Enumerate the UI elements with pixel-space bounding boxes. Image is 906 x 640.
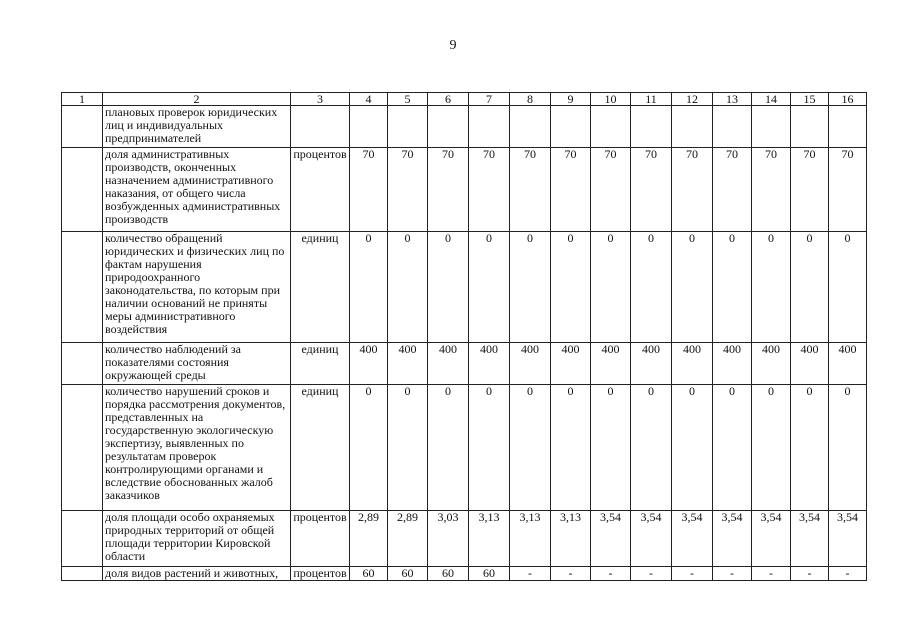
- value-cell: [510, 106, 551, 148]
- value-cell: -: [591, 567, 631, 581]
- value-cell: -: [631, 567, 672, 581]
- value-cell: 70: [469, 148, 510, 232]
- value-cell: 70: [672, 148, 713, 232]
- header-cell: 4: [350, 93, 388, 106]
- value-cell: 60: [388, 567, 428, 581]
- value-cell: 70: [388, 148, 428, 232]
- value-cell: -: [713, 567, 752, 581]
- value-cell: 3,54: [752, 511, 791, 567]
- indicator-name-cell: количество наблюдений за показателями состояния окружающей среды: [103, 343, 291, 385]
- value-cell: 3,54: [829, 511, 867, 567]
- value-cell: 2,89: [388, 511, 428, 567]
- value-cell: 400: [672, 343, 713, 385]
- value-cell: 0: [672, 385, 713, 511]
- value-cell: 3,13: [510, 511, 551, 567]
- header-cell: 2: [103, 93, 291, 106]
- unit-cell: единиц: [291, 343, 350, 385]
- value-cell: 0: [428, 385, 469, 511]
- value-cell: 400: [469, 343, 510, 385]
- number-cell: [62, 385, 103, 511]
- page-number: 9: [449, 38, 457, 53]
- value-cell: [791, 106, 829, 148]
- value-cell: 0: [672, 232, 713, 343]
- table-row: [62, 567, 867, 581]
- value-cell: 3,54: [591, 511, 631, 567]
- table-header-row: [62, 93, 867, 106]
- table-row: [62, 232, 867, 343]
- header-cell: 3: [291, 93, 350, 106]
- value-cell: 0: [591, 385, 631, 511]
- value-cell: 0: [510, 232, 551, 343]
- header-cell: 11: [631, 93, 672, 106]
- header-cell: 10: [591, 93, 631, 106]
- value-cell: -: [752, 567, 791, 581]
- value-cell: 400: [551, 343, 591, 385]
- value-cell: 0: [551, 232, 591, 343]
- value-cell: 0: [350, 232, 388, 343]
- value-cell: [631, 106, 672, 148]
- value-cell: 70: [510, 148, 551, 232]
- value-cell: 70: [631, 148, 672, 232]
- unit-cell: [291, 106, 350, 148]
- value-cell: [551, 106, 591, 148]
- unit-cell: процентов: [291, 148, 350, 232]
- header-cell: 16: [829, 93, 867, 106]
- number-cell: [62, 106, 103, 148]
- number-cell: [62, 148, 103, 232]
- header-cell: 1: [62, 93, 103, 106]
- indicator-name-cell: доля площади особо охраняемых природных территорий от общей площади территории Кировской области: [103, 511, 291, 567]
- value-cell: 400: [510, 343, 551, 385]
- value-cell: -: [791, 567, 829, 581]
- value-cell: 0: [350, 385, 388, 511]
- header-cell: 15: [791, 93, 829, 106]
- value-cell: 0: [591, 232, 631, 343]
- value-cell: [829, 106, 867, 148]
- value-cell: 400: [631, 343, 672, 385]
- number-cell: [62, 567, 103, 581]
- value-cell: 400: [591, 343, 631, 385]
- value-cell: 0: [469, 385, 510, 511]
- table-row: [62, 385, 867, 511]
- unit-cell: процентов: [291, 511, 350, 567]
- number-cell: [62, 343, 103, 385]
- value-cell: 0: [829, 385, 867, 511]
- header-cell: 6: [428, 93, 469, 106]
- value-cell: -: [551, 567, 591, 581]
- value-cell: 3,03: [428, 511, 469, 567]
- value-cell: 0: [631, 232, 672, 343]
- value-cell: 3,54: [672, 511, 713, 567]
- value-cell: 0: [829, 232, 867, 343]
- value-cell: 70: [551, 148, 591, 232]
- value-cell: 3,13: [551, 511, 591, 567]
- indicator-name-cell: доля видов растений и животных,: [103, 567, 291, 581]
- value-cell: 400: [388, 343, 428, 385]
- value-cell: 400: [829, 343, 867, 385]
- value-cell: 0: [551, 385, 591, 511]
- header-cell: 12: [672, 93, 713, 106]
- value-cell: 60: [428, 567, 469, 581]
- value-cell: 70: [713, 148, 752, 232]
- value-cell: 70: [791, 148, 829, 232]
- table-row: [62, 343, 867, 385]
- value-cell: 70: [752, 148, 791, 232]
- value-cell: 60: [469, 567, 510, 581]
- value-cell: 3,54: [713, 511, 752, 567]
- value-cell: -: [829, 567, 867, 581]
- header-cell: 9: [551, 93, 591, 106]
- unit-cell: единиц: [291, 385, 350, 511]
- header-cell: 7: [469, 93, 510, 106]
- value-cell: 3,13: [469, 511, 510, 567]
- value-cell: 0: [469, 232, 510, 343]
- value-cell: 0: [752, 385, 791, 511]
- unit-cell: единиц: [291, 232, 350, 343]
- unit-cell: процентов: [291, 567, 350, 581]
- header-cell: 8: [510, 93, 551, 106]
- indicator-name-cell: количество нарушений сроков и порядка рассмотрения документов, представленных на государственную экологическую экспертизу, выявленных по результатам проверок контролирующими органами и вследствие обоснованных жалоб заказчиков: [103, 385, 291, 511]
- value-cell: 60: [350, 567, 388, 581]
- value-cell: 400: [428, 343, 469, 385]
- value-cell: 0: [752, 232, 791, 343]
- value-cell: [713, 106, 752, 148]
- header-cell: 5: [388, 93, 428, 106]
- number-cell: [62, 511, 103, 567]
- value-cell: 400: [713, 343, 752, 385]
- table-row: [62, 148, 867, 232]
- table-row: [62, 106, 867, 148]
- value-cell: 3,54: [791, 511, 829, 567]
- value-cell: 400: [791, 343, 829, 385]
- value-cell: [350, 106, 388, 148]
- value-cell: [591, 106, 631, 148]
- value-cell: [469, 106, 510, 148]
- value-cell: 400: [350, 343, 388, 385]
- indicators-table: [61, 92, 867, 581]
- value-cell: 70: [591, 148, 631, 232]
- value-cell: -: [672, 567, 713, 581]
- table-row: [62, 511, 867, 567]
- indicator-name-cell: плановых проверок юридических лиц и индивидуальных предпринимателей: [103, 106, 291, 148]
- indicator-name-cell: количество обращений юридических и физических лиц по фактам нарушения природоохранного законодательства, по которым при наличии оснований не приняты меры административного воздействия: [103, 232, 291, 343]
- value-cell: -: [510, 567, 551, 581]
- value-cell: [428, 106, 469, 148]
- value-cell: 70: [350, 148, 388, 232]
- value-cell: 0: [510, 385, 551, 511]
- value-cell: 0: [388, 232, 428, 343]
- value-cell: 0: [631, 385, 672, 511]
- value-cell: 0: [428, 232, 469, 343]
- value-cell: 0: [713, 232, 752, 343]
- value-cell: 0: [388, 385, 428, 511]
- header-cell: 14: [752, 93, 791, 106]
- value-cell: [388, 106, 428, 148]
- indicator-name-cell: доля административных производств, оконченных назначением административного наказания, от общего числа возбужденных административных производств: [103, 148, 291, 232]
- header-cell: 13: [713, 93, 752, 106]
- value-cell: 0: [791, 385, 829, 511]
- value-cell: 0: [713, 385, 752, 511]
- value-cell: 3,54: [631, 511, 672, 567]
- value-cell: [672, 106, 713, 148]
- value-cell: 70: [428, 148, 469, 232]
- value-cell: 400: [752, 343, 791, 385]
- value-cell: [752, 106, 791, 148]
- value-cell: 70: [829, 148, 867, 232]
- number-cell: [62, 232, 103, 343]
- value-cell: 0: [791, 232, 829, 343]
- value-cell: 2,89: [350, 511, 388, 567]
